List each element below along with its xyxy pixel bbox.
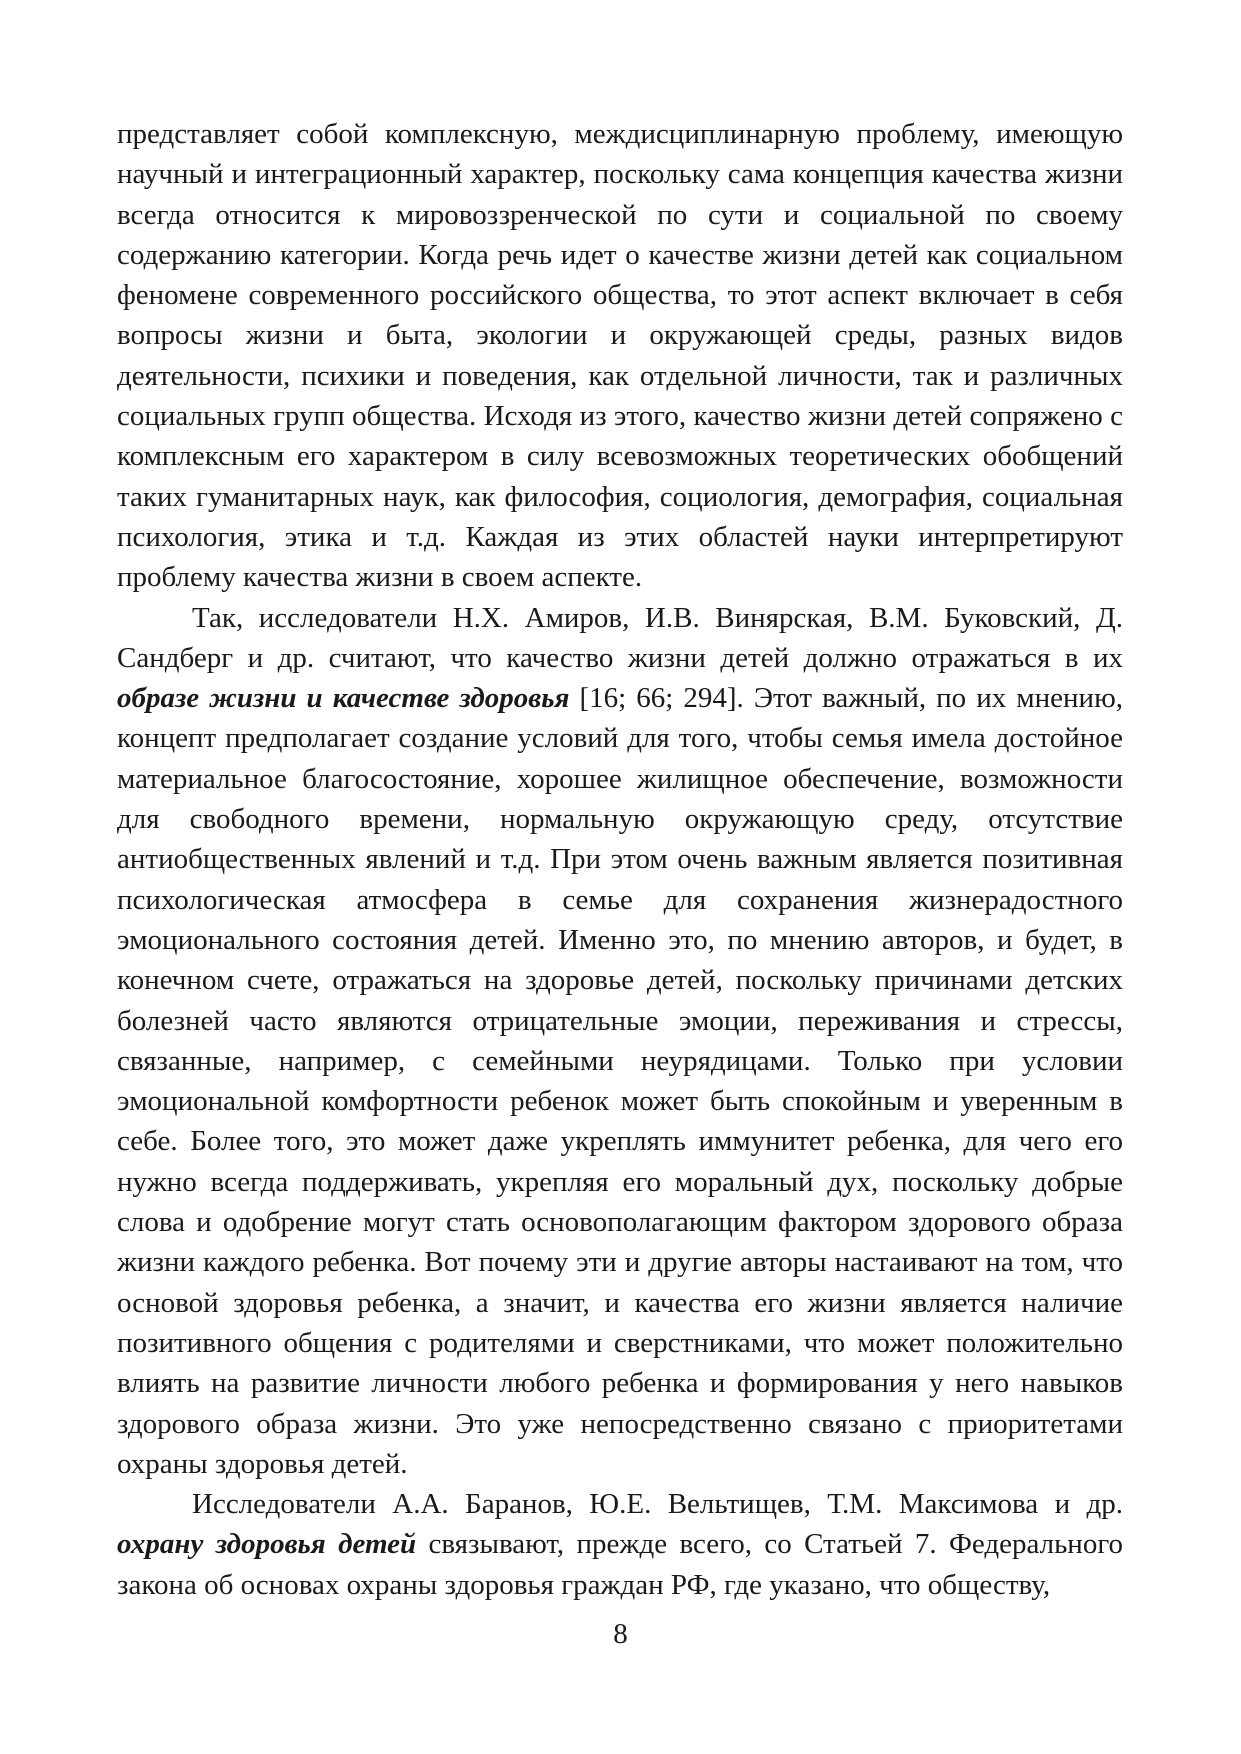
paragraph-2-text-end: [16; 66; 294]. Этот важный, по их мнению, концепт предполагает создание условий для того, чтобы семья имела достойное материальное благосостояние, хорошее жилищное обеспечение, возможности для свободного времени, нормальную окружающую среду, отсутствие антиобщественных явлений и т.д. При этом очень важным является позитивная психологическая атмосфера в семье для сохранения жизнерадостного эмоционального состояния детей. Именно это, по мнению авторов, и будет, в конечном счете, отражаться на здоровье детей, поскольку причинами детских болезней часто являются отрицательные эмоции, переживания и стрессы, связанные, например, с семейными неурядицами. Только при условии эмоциональной комфортности ребенок может быть спокойным и уверенным в себе. Более того, это может даже укреплять иммунитет ребенка, для чего его нужно всегда поддерживать, укрепляя его моральный дух, поскольку добрые слова и одобрение могут стать основополагающим фактором здорового образа жизни каждого ребенка. Вот почему эти и другие авторы настаивают на том, что основой здоровья ребенка, а значит, и качества его жизни является наличие позитивного общения с родителями и сверстниками, что может положительно влиять на развитие личности любого ребенка и формирования у него навыков здорового образа жизни. Это уже непосредственно связано с приоритетами охраны здоровья детей. bbox=[117, 682, 1123, 1480]
paragraph-2-text-start: Так, исследователи Н.Х. Амиров, И.В. Винярская, В.М. Буковский, Д. Сандберг и др. считают, что качество жизни детей должно отражаться в их bbox=[117, 601, 1123, 674]
page-number: 8 bbox=[613, 1618, 628, 1650]
paragraph-3-text-start: Исследователи А.А. Баранов, Ю.Е. Вельтищев, Т.М. Максимова и др. bbox=[192, 1488, 1123, 1521]
paragraph-3-emphasis: охрану здоровья детей bbox=[117, 1528, 417, 1561]
paragraph-1-text: представляет собой комплексную, междисциплинарную проблему, имеющую научный и интеграционный характер, поскольку сама концепция качества жизни всегда относится к мировоззренческой по сути и социальной по своему содержанию категории. Когда речь идет о качестве жизни детей как социальном феномене современного российского общества, то этот аспект включает в себя вопросы жизни и быта, экологии и окружающей среды, разных видов деятельности, психики и поведения, как отдельной личности, так и различных социальных групп общества. Исходя из этого, качество жизни детей сопряжено с комплексным его характером в силу всевозможных теоретических обобщений таких гуманитарных наук, как философия, социология, демография, социальная психология, этика и т.д. Каждая из этих областей науки интерпретируют проблему качества жизни в своем аспекте. bbox=[117, 118, 1123, 594]
paragraph-3 bbox=[117, 1484, 1123, 1605]
paragraph-2 bbox=[117, 598, 1123, 1485]
paragraph-2-emphasis: образе жизни и качестве здоровья bbox=[117, 682, 570, 715]
paragraph-1 bbox=[117, 114, 1123, 598]
paragraph-3-text-end: связывают, прежде всего, со Статьей 7. Федерального закона об основах охраны здоровья граждан РФ, где указано, что обществу, bbox=[117, 1528, 1123, 1601]
document-page bbox=[117, 114, 1123, 1605]
